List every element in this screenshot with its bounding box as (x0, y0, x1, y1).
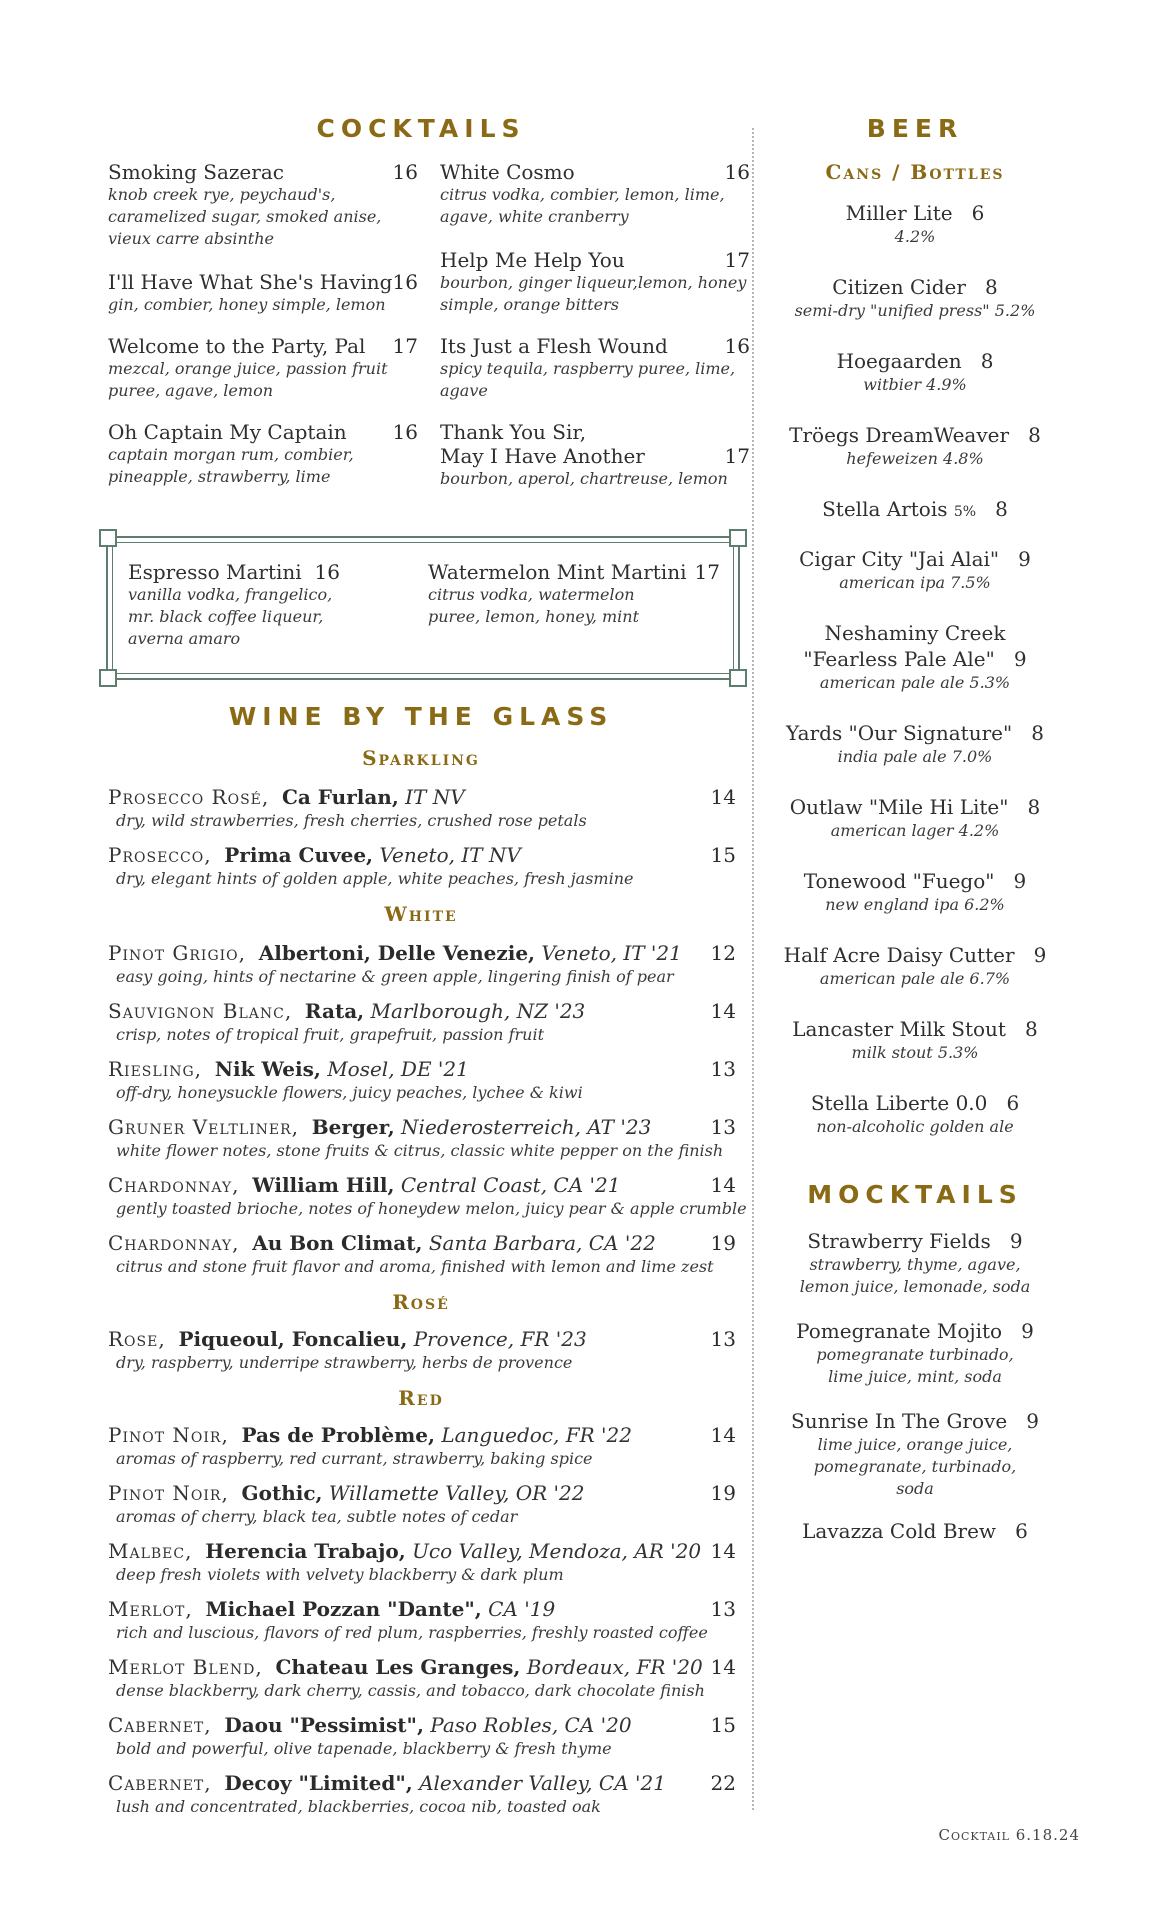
beer-name: Tonewood "Fuego" (803, 869, 995, 893)
wine-desc: lush and concentrated, blackberries, cocoa nib, toasted oak (116, 1797, 601, 1816)
mocktail-name: Pomegranate Mojito (796, 1319, 1003, 1343)
wine-producer: Gothic, (241, 1481, 323, 1505)
wine-region: Uco Valley, Mendoza, AR '20 (412, 1539, 702, 1563)
wine-price: 13 (710, 1327, 736, 1351)
beer-desc: hefeweizen 4.8% (846, 449, 984, 468)
beer-desc: witbier 4.9% (863, 375, 967, 394)
beer-desc: new england ipa 6.2% (825, 895, 1005, 914)
wine-desc: bold and powerful, olive tapenade, blackberry & fresh thyme (116, 1739, 612, 1758)
wine-section-rose: Rosé (392, 1290, 450, 1314)
beer-desc: semi-dry "unified press" 5.2% (794, 301, 1036, 320)
wine-desc: dry, wild strawberries, fresh cherries, crushed rose petals (116, 811, 587, 830)
beer-price: 9 (1013, 647, 1027, 671)
beer-abv: 5% (953, 504, 977, 520)
beer-item (770, 720, 1060, 768)
wine-producer: Albertoni, Delle Venezie, (258, 941, 536, 965)
cocktail-item (440, 160, 750, 228)
cocktail-name: Thank You Sir, May I Have Another (440, 420, 645, 468)
wine-grape: Prosecco, (108, 843, 212, 867)
column-divider (752, 128, 754, 1810)
wine-producer: William Hill, (252, 1173, 395, 1197)
cocktail-price: 16 (724, 160, 750, 184)
wine-title: WINE BY THE GLASS (228, 702, 614, 731)
wine-producer: Ca Furlan, (281, 785, 399, 809)
cocktail-name: Oh Captain My Captain (108, 420, 347, 444)
box-corner (729, 529, 747, 547)
beer-name: Hoegaarden (836, 349, 962, 373)
cocktail-name: White Cosmo (440, 160, 575, 184)
cocktail-desc: captain morgan rum, combier, pineapple, strawberry, lime (108, 445, 354, 486)
beer-name: Stella Liberte 0.0 (810, 1091, 988, 1115)
wine-grape: Cabernet, (108, 1713, 212, 1737)
wine-producer: Prima Cuvee, (224, 843, 374, 867)
cocktail-price: 16 (392, 270, 418, 294)
wine-price: 13 (710, 1597, 736, 1621)
beer-name: Citizen Cider (832, 275, 966, 299)
wine-region: IT NV (405, 785, 465, 809)
beer-item (770, 1016, 1060, 1064)
wine-price: 19 (710, 1231, 736, 1255)
mocktails-title: MOCKTAILS (807, 1180, 1023, 1209)
wine-item (108, 784, 736, 832)
beer-subtitle: Cans / Bottles (825, 160, 1005, 184)
wine-grape: Malbec, (108, 1539, 193, 1563)
beer-desc: american pale ale 5.3% (819, 673, 1011, 692)
wine-section-sparkling: Sparkling (362, 746, 480, 770)
wine-grape: Pinot Noir, (108, 1423, 229, 1447)
beer-price: 6 (1006, 1091, 1020, 1115)
wine-region: Santa Barbara, CA '22 (428, 1231, 656, 1255)
mocktail-item (770, 1408, 1060, 1500)
cocktail-price: 17 (694, 560, 720, 584)
wine-price: 15 (710, 843, 736, 867)
cocktail-name: Watermelon Mint Martini (428, 560, 687, 584)
beer-item (770, 274, 1060, 322)
cocktail-item (108, 420, 418, 488)
cocktail-price: 17 (724, 248, 750, 272)
wine-desc: aromas of raspberry, red currant, strawberry, baking spice (116, 1449, 593, 1468)
beer-desc: american pale ale 6.7% (819, 969, 1011, 988)
beer-item (770, 868, 1060, 916)
beer-item (770, 794, 1060, 842)
beer-name: Outlaw "Mile Hi Lite" (789, 795, 1009, 819)
beer-price: 9 (1013, 869, 1027, 893)
wine-item (108, 940, 736, 988)
cocktail-desc: bourbon, ginger liqueur,lemon, honey simple, orange bitters (440, 273, 747, 314)
wine-grape: Pinot Noir, (108, 1481, 229, 1505)
beer-name: Half Acre Daisy Cutter (783, 943, 1015, 967)
wine-grape: Merlot Blend, (108, 1655, 263, 1679)
mocktail-price: 6 (1015, 1519, 1028, 1543)
cocktail-desc: spicy tequila, raspberry puree, lime, agave (440, 359, 736, 400)
beer-item (770, 1090, 1060, 1138)
wine-grape: Gruner Veltliner, (108, 1115, 300, 1139)
cocktail-desc: citrus vodka, combier, lemon, lime, agave, white cranberry (440, 185, 725, 226)
beer-desc: non-alcoholic golden ale (816, 1117, 1014, 1136)
wine-region: Bordeaux, FR '20 (526, 1655, 703, 1679)
wine-region: Niederosterreich, AT '23 (401, 1115, 652, 1139)
mocktail-desc: strawberry, thyme, agave, lemon juice, lemonade, soda (799, 1255, 1031, 1296)
wine-grape: Rose, (108, 1327, 166, 1351)
cocktail-price: 16 (392, 420, 418, 444)
beer-item (770, 348, 1060, 396)
cocktail-price: 17 (392, 334, 418, 358)
wine-region: Paso Robles, CA '20 (430, 1713, 632, 1737)
wine-grape: Riesling, (108, 1057, 203, 1081)
wine-price: 14 (710, 1173, 736, 1197)
cocktail-item (108, 160, 418, 250)
beer-title: BEER (866, 114, 964, 143)
beer-desc: india pale ale 7.0% (837, 747, 993, 766)
beer-desc: milk stout 5.3% (851, 1043, 979, 1062)
wine-item (108, 1770, 736, 1818)
cocktail-item (440, 420, 750, 490)
wine-grape: Chardonnay, (108, 1231, 240, 1255)
cocktail-name: Its Just a Flesh Wound (440, 334, 668, 358)
cocktail-name: Espresso Martini (128, 560, 302, 584)
box-corner (99, 669, 117, 687)
beer-price: 8 (980, 349, 994, 373)
wine-desc: rich and luscious, flavors of red plum, raspberries, freshly roasted coffee (116, 1623, 708, 1642)
wine-desc: off-dry, honeysuckle flowers, juicy peaches, lychee & kiwi (116, 1083, 583, 1102)
beer-name: Yards "Our Signature" (786, 721, 1013, 745)
beer-name: Lancaster Milk Stout (792, 1017, 1006, 1041)
beer-price: 8 (1025, 1017, 1038, 1041)
mocktail-item (770, 1518, 1060, 1544)
wine-grape: Chardonnay, (108, 1173, 240, 1197)
wine-price: 22 (710, 1771, 736, 1795)
wine-price: 13 (710, 1057, 736, 1081)
cocktail-name: I'll Have What She's Having (108, 270, 393, 294)
beer-price: 8 (995, 497, 1008, 521)
cocktail-price: 16 (724, 334, 750, 358)
wine-region: CA '19 (488, 1597, 556, 1621)
wine-producer: Nik Weis, (214, 1057, 321, 1081)
cocktail-item (440, 334, 750, 402)
mocktail-name: Sunrise In The Grove (791, 1409, 1008, 1433)
wine-producer: Rata, (304, 999, 365, 1023)
wine-grape: Merlot, (108, 1597, 193, 1621)
wine-producer: Pas de Problème, (241, 1423, 435, 1447)
wine-item (108, 1422, 736, 1470)
beer-item (770, 620, 1060, 694)
wine-item (108, 1596, 736, 1644)
wine-price: 19 (710, 1481, 736, 1505)
wine-grape: Sauvignon Blanc, (108, 999, 293, 1023)
cocktail-item (108, 334, 418, 402)
wine-item (108, 842, 736, 890)
cocktail-item (440, 248, 750, 316)
wine-item (108, 1172, 747, 1220)
wine-price: 14 (710, 785, 736, 809)
box-corner (99, 529, 117, 547)
wine-grape: Cabernet, (108, 1771, 212, 1795)
wine-section-white: White (384, 902, 458, 926)
mocktail-price: 9 (1009, 1229, 1023, 1253)
cocktail-desc: citrus vodka, watermelon puree, lemon, honey, mint (428, 585, 639, 626)
beer-name: Miller Lite (845, 201, 953, 225)
wine-price: 13 (710, 1115, 736, 1139)
beer-item (770, 546, 1060, 594)
cocktail-name: Welcome to the Party, Pal (108, 334, 366, 358)
cocktails-title: COCKTAILS (316, 114, 526, 143)
cocktail-desc: knob creek rye, peychaud's, caramelized sugar, smoked anise, vieux carre absinthe (108, 185, 382, 248)
cocktail-desc: mezcal, orange juice, passion fruit puree, agave, lemon (108, 359, 388, 400)
wine-desc: easy going, hints of nectarine & green apple, lingering finish of pear (116, 967, 674, 986)
mocktail-price: 9 (1021, 1319, 1034, 1343)
beer-desc: 4.2% (894, 227, 936, 246)
wine-desc: deep fresh violets with velvety blackberry & dark plum (116, 1565, 564, 1584)
beer-desc: american lager 4.2% (830, 821, 1000, 840)
wine-region: Willamette Valley, OR '22 (328, 1481, 585, 1505)
beer-price: 8 (1027, 795, 1041, 819)
wine-price: 15 (710, 1713, 736, 1737)
cocktail-price: 16 (392, 160, 418, 184)
beer-item (770, 422, 1060, 470)
wine-item (108, 1654, 736, 1702)
wine-producer: Berger, (311, 1115, 395, 1139)
beer-item (770, 496, 1060, 525)
featured-cocktail-item (428, 560, 720, 628)
box-corner (729, 669, 747, 687)
cocktail-price: 16 (314, 560, 340, 584)
wine-desc: crisp, notes of tropical fruit, grapefruit, passion fruit (116, 1025, 544, 1044)
mocktail-item (770, 1228, 1060, 1298)
wine-region: Veneto, IT NV (379, 843, 521, 867)
wine-price: 14 (710, 1423, 736, 1447)
mocktail-item (770, 1318, 1060, 1388)
cocktail-desc: gin, combier, honey simple, lemon (108, 295, 386, 314)
wine-region: Mosel, DE '21 (327, 1057, 469, 1081)
wine-desc: white flower notes, stone fruits & citrus, classic white pepper on the finish (116, 1141, 724, 1160)
wine-producer: Michael Pozzan "Dante", (205, 1597, 482, 1621)
beer-item (770, 942, 1060, 990)
wine-region: Veneto, IT '21 (541, 941, 682, 965)
wine-price: 12 (710, 941, 736, 965)
wine-price: 14 (710, 1655, 736, 1679)
beer-price: 9 (1033, 943, 1047, 967)
wine-item (108, 1538, 736, 1586)
wine-region: Provence, FR '23 (413, 1327, 587, 1351)
wine-desc: aromas of cherry, black tea, subtle notes of cedar (116, 1507, 518, 1526)
beer-name: Cigar City "Jai Alai" (799, 547, 1000, 571)
cocktail-name: Smoking Sazerac (108, 160, 284, 184)
wine-item (108, 998, 736, 1046)
beer-name: Neshaminy Creek "Fearless Pale Ale" (803, 621, 1006, 671)
wine-producer: Decoy "Limited", (224, 1771, 413, 1795)
wine-desc: gently toasted brioche, notes of honeydew melon, juicy pear & apple crumble (116, 1199, 747, 1218)
beer-price: 9 (1018, 547, 1031, 571)
wine-desc: dense blackberry, dark cherry, cassis, and tobacco, dark chocolate finish (116, 1681, 705, 1700)
wine-item (108, 1326, 736, 1374)
wine-item (108, 1056, 736, 1104)
wine-section-red: Red (398, 1386, 444, 1410)
wine-item (108, 1712, 736, 1760)
wine-region: Alexander Valley, CA '21 (419, 1771, 666, 1795)
mocktail-name: Strawberry Fields (807, 1229, 991, 1253)
cocktail-desc: bourbon, aperol, chartreuse, lemon (440, 469, 728, 488)
wine-desc: dry, raspberry, underripe strawberry, herbs de provence (116, 1353, 573, 1372)
mocktail-price: 9 (1026, 1409, 1039, 1433)
wine-grape: Pinot Grigio, (108, 941, 247, 965)
beer-price: 8 (985, 275, 998, 299)
beer-item (770, 200, 1060, 248)
cocktail-item (108, 270, 418, 316)
wine-item (108, 1480, 736, 1528)
wine-producer: Daou "Pessimist", (224, 1713, 424, 1737)
beer-name: Stella Artois (822, 497, 948, 521)
wine-producer: Chateau Les Granges, (275, 1655, 521, 1679)
featured-cocktail-item (128, 560, 338, 650)
mocktail-desc: pomegranate turbinado, lime juice, mint, soda (816, 1345, 1014, 1386)
wine-region: Languedoc, FR '22 (441, 1423, 632, 1447)
mocktail-name: Lavazza Cold Brew (802, 1519, 997, 1543)
cocktail-desc: vanilla vodka, frangelico, mr. black coffee liqueur, averna amaro (128, 585, 333, 648)
wine-grape: Prosecco Rosé, (108, 785, 270, 809)
wine-producer: Piqueoul, Foncalieu, (178, 1327, 408, 1351)
beer-desc: american ipa 7.5% (839, 573, 991, 592)
wine-price: 14 (710, 999, 736, 1023)
wine-region: Central Coast, CA '21 (400, 1173, 621, 1197)
beer-price: 8 (1031, 721, 1044, 745)
cocktail-name: Help Me Help You (440, 248, 625, 272)
wine-price: 14 (710, 1539, 736, 1563)
cocktail-price: 17 (724, 444, 750, 468)
beer-price: 6 (971, 201, 985, 225)
wine-producer: Herencia Trabajo, (205, 1539, 406, 1563)
beer-name: Tröegs DreamWeaver (789, 423, 1010, 447)
wine-desc: dry, elegant hints of golden apple, white peaches, fresh jasmine (116, 869, 634, 888)
wine-desc: citrus and stone fruit flavor and aroma, finished with lemon and lime zest (116, 1257, 714, 1276)
wine-item (108, 1230, 736, 1278)
mocktail-desc: lime juice, orange juice, pomegranate, turbinado, soda (813, 1435, 1017, 1498)
wine-item (108, 1114, 736, 1162)
wine-producer: Au Bon Climat, (252, 1231, 423, 1255)
beer-price: 8 (1028, 423, 1041, 447)
wine-region: Marlborough, NZ '23 (370, 999, 586, 1023)
menu-date-footer: Cocktail 6.18.24 (938, 1826, 1080, 1844)
